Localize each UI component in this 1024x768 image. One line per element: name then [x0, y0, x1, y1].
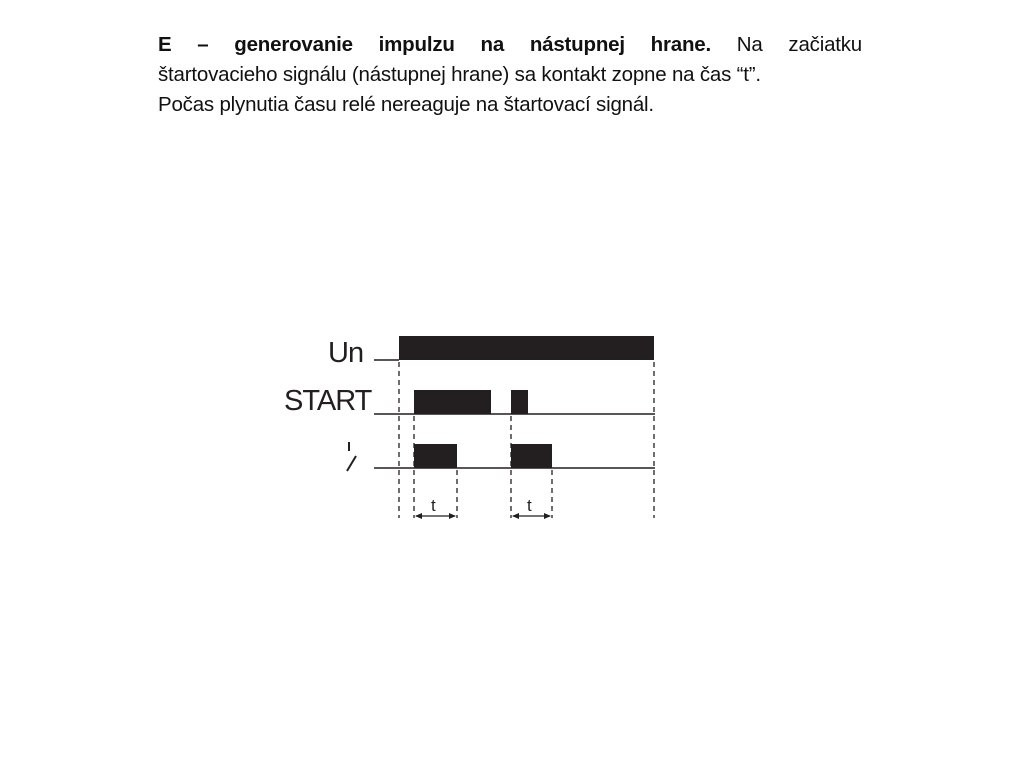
relay-contact-icon [347, 442, 356, 471]
un-label: Un [328, 337, 364, 369]
description-line-1-rest: Na začiatku [736, 33, 863, 56]
time-label-2: t [527, 496, 532, 515]
description-text [158, 30, 862, 120]
description-line-3: Počas plynutia času relé nereaguje na štartovací signál. [158, 93, 654, 116]
start-pulse-2 [511, 390, 528, 414]
un-signal [374, 336, 654, 360]
contact-pulse-1 [414, 444, 457, 468]
start-pulse-1 [414, 390, 491, 414]
contact-signal [374, 444, 655, 468]
time-label-1: t [431, 496, 436, 515]
start-signal [374, 390, 655, 414]
description-line-1 [158, 30, 862, 60]
contact-pulse-2 [511, 444, 552, 468]
un-pulse [399, 336, 654, 360]
timing-diagram [270, 320, 670, 530]
start-label: START [284, 385, 372, 417]
reference-lines [399, 362, 654, 518]
description-line-2: štartovacieho signálu (nástupnej hrane) sa kontakt zopne na čas “t”. [158, 63, 761, 86]
description-title: E – generovanie impulzu na nástupnej hrane. [158, 33, 711, 56]
